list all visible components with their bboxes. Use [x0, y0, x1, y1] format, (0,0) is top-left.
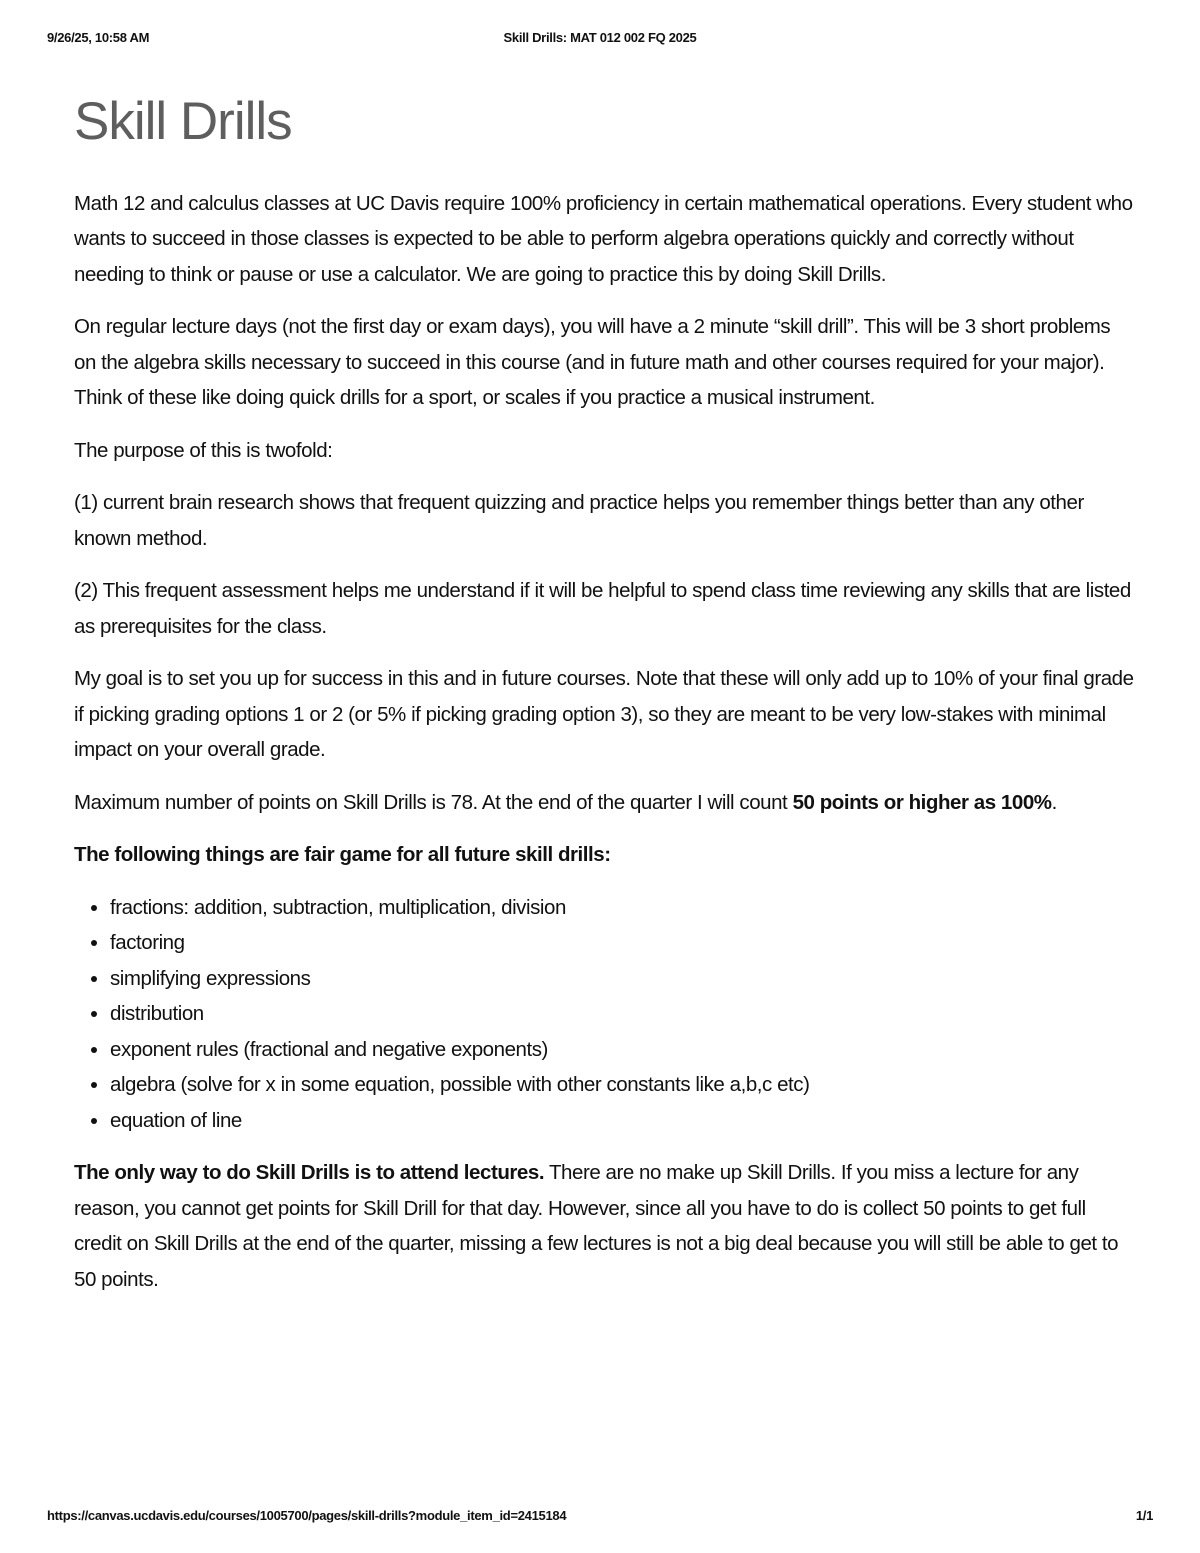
attend-lectures-paragraph	[74, 1155, 1134, 1297]
lecture-days-paragraph: On regular lecture days (not the first day or exam days), you will have a 2 minute “skill drill”. This will be 3 short problems on the algebra skills necessary to succeed in this course (and in future math and other courses required for your major). Think of these like doing quick drills for a sport, or scales if you practice a musical instrument.	[74, 315, 1111, 410]
print-datetime: 9/26/25, 10:58 AM	[47, 30, 150, 45]
reason-one-paragraph: (1) current brain research shows that frequent quizzing and practice helps you remember things better than any other known method.	[74, 491, 1084, 550]
list-item: • distribution	[110, 996, 1134, 1032]
attend-lectures-bold: The only way to do Skill Drills is to attend lectures.	[74, 1161, 545, 1185]
fair-game-heading-text: The following things are fair game for all future skill drills:	[74, 843, 611, 867]
list-item: • factoring	[110, 925, 1134, 961]
intro-paragraph: Math 12 and calculus classes at UC Davis require 100% proficiency in certain mathematical operations. Every student who wants to succeed in those classes is expected to be able to perform algebra operations quickly and correctly without needing to think or pause or use a calculator. We are going to practice this by doing Skill Drills.	[74, 191, 1133, 286]
list-item: • algebra (solve for x in some equation, possible with other constants like a,b,c etc)	[110, 1067, 1134, 1103]
attend-lectures-text: There are no make up Skill Drills. If you miss a lecture for any reason, you cannot get points for Skill Drill for that day. However, since all you have to do is collect 50 points to get full credit on Skill Drills at the end of the quarter, missing a few lectures is not a big deal because you will still be able to get to 50 points.	[74, 1161, 1119, 1291]
skills-list	[74, 890, 1134, 1139]
goal-paragraph: My goal is to set you up for success in this and in future courses. Note that these will only add up to 10% of your final grade if picking grading options 1 or 2 (or 5% if picking grading option 3), so they are meant to be very low-stakes with minimal impact on your overall grade.	[74, 667, 1134, 762]
print-url: https://canvas.ucdavis.edu/courses/1005700/pages/skill-drills?module_item_id=2415184	[47, 1508, 567, 1523]
purpose-paragraph: The purpose of this is twofold:	[74, 438, 333, 462]
max-points-paragraph	[74, 785, 1134, 821]
print-page-number: 1/1	[1135, 1508, 1153, 1523]
print-header	[47, 30, 1153, 50]
page-content	[74, 90, 1134, 1314]
max-points-end: .	[1051, 790, 1057, 814]
list-item: • fractions: addition, subtraction, multiplication, division	[110, 890, 1134, 926]
max-points-bold: 50 points or higher as 100%	[792, 790, 1052, 814]
print-footer	[47, 1508, 1153, 1528]
list-item: • simplifying expressions	[110, 961, 1134, 997]
page-title: Skill Drills	[74, 92, 292, 151]
list-item: • equation of line	[110, 1103, 1134, 1139]
list-item: • exponent rules (fractional and negative exponents)	[110, 1032, 1134, 1068]
fair-game-heading	[74, 837, 1134, 873]
max-points-text: Maximum number of points on Skill Drills is 78. At the end of the quarter I will count	[74, 790, 793, 814]
print-document-title: Skill Drills: MAT 012 002 FQ 2025	[503, 30, 697, 45]
reason-two-paragraph: (2) This frequent assessment helps me understand if it will be helpful to spend class time reviewing any skills that are listed as prerequisites for the class.	[74, 579, 1131, 638]
